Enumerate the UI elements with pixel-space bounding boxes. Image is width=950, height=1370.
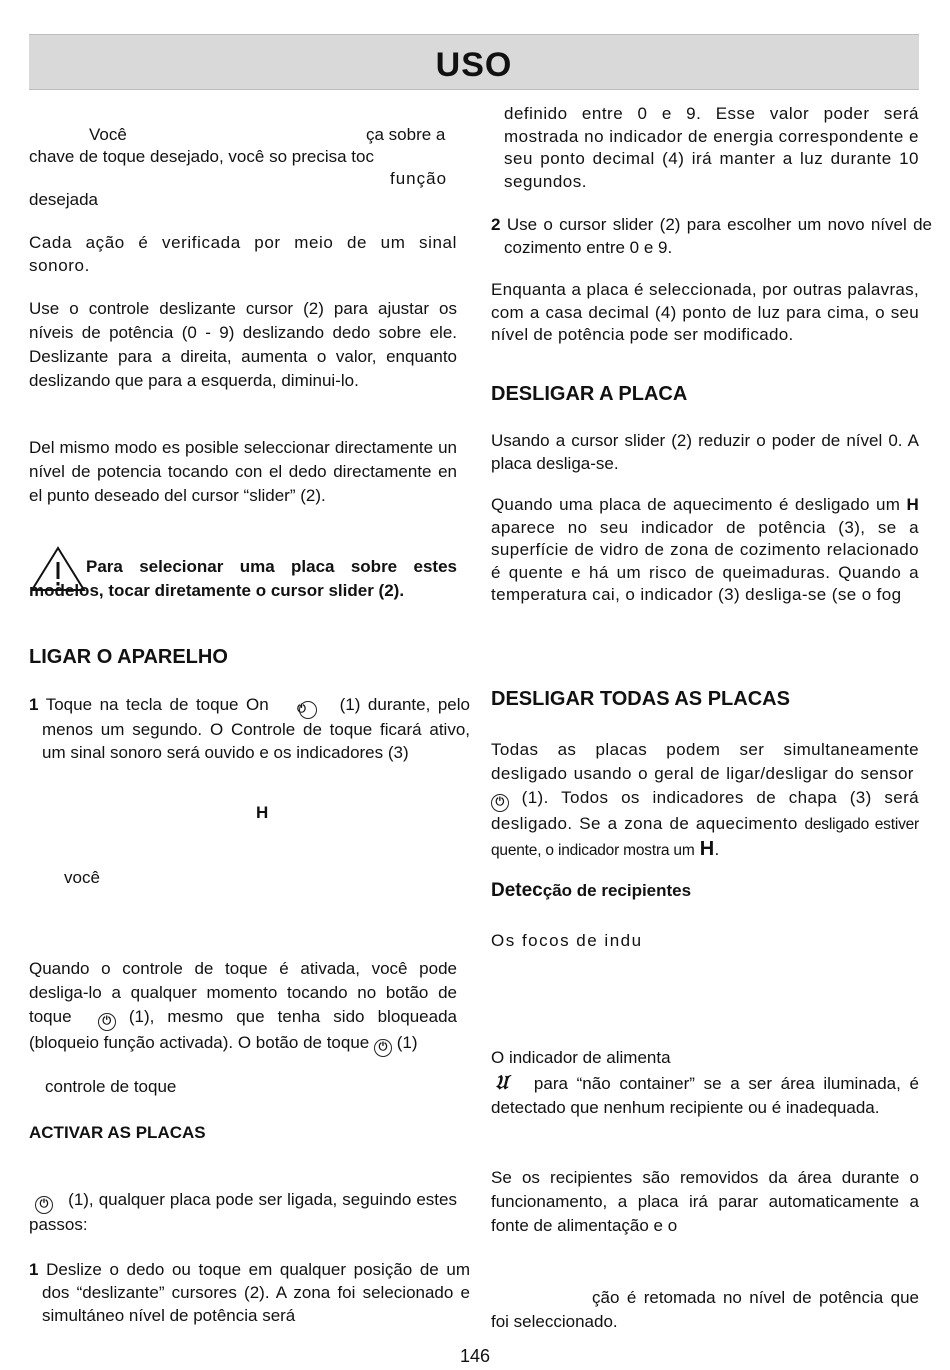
r6-b: (1). Todos os indicadores de chapa (3) será desligado. Se a zona de aquecimento — [491, 788, 919, 833]
paragraph: ção é retomada no nível de potência que foi seleccionado. — [491, 1288, 919, 1331]
text-fragment: desejada — [29, 190, 99, 209]
heading-ligar: LIGAR O APARELHO — [29, 646, 228, 668]
paragraph: Del mismo modo es posible seleccionar directamente un nível de potencia tocando con el dedo directamente en el punto deseado del cursor “slider” (2). — [29, 438, 457, 505]
r5-b: aparece no seu indicador de potência (3), se a superfície de vidro de zona de cozimento relacionado é quente e há um risco de queimaduras. Quando a temperatura cai, o indicador (3) desliga-se (se o fog — [491, 517, 919, 604]
section-header — [29, 34, 919, 90]
paragraph: Usando a cursor slider (2) reduzir o poder de nível 0. A placa desliga-se. — [491, 431, 919, 473]
heading-desligar-todas: DESLIGAR TODAS AS PLACAS — [491, 688, 790, 710]
text-fragment: Você — [89, 125, 127, 144]
paragraph — [29, 957, 457, 1057]
step-text: Use o cursor slider (2) para escolher um novo nível de cozimento entre 0 e 9. — [504, 215, 932, 257]
power-icon — [374, 1039, 392, 1057]
text-fragment: você — [64, 868, 100, 887]
heading-part: ção de recipientes — [542, 881, 692, 900]
power-icon — [98, 1013, 116, 1031]
text-fragment: função — [390, 169, 448, 188]
paragraph: definido entre 0 e 9. Esse valor poder será mostrada no indicador de energia correspondente e seu ponto decimal (4) irá manter a luz durante 10 segundos. — [504, 104, 919, 191]
step-text-a: Toque na tecla de toque On — [45, 695, 269, 714]
p5-a: Quando o controle de toque é ativada, você pode desliga-lo a qualquer momento tocando no botão de toque — [29, 959, 457, 1026]
r5-a: Quando uma placa de aquecimento é desligado um — [491, 495, 901, 514]
text-fragment: Os focos de indu — [491, 931, 643, 950]
text-fragment: ça sobre a — [366, 125, 446, 144]
heading-desligar: DESLIGAR A PLACA — [491, 383, 688, 405]
paragraph — [491, 1071, 919, 1120]
p5-c: (1) — [396, 1033, 418, 1052]
r6-a: Todas as placas podem ser simultaneamente desligado usando o geral de ligar/desligar do sensor — [491, 740, 919, 783]
page-number: 146 — [459, 1346, 491, 1366]
p5-b: (1), mesmo que tenha sido bloqueada (bloqueio função activada). O botão de toque — [29, 1007, 457, 1052]
heading-activar: ACTIVAR AS PLACAS — [29, 1123, 206, 1142]
power-icon — [35, 1196, 53, 1214]
step-text-b: (1) durante, pelo menos um segundo. O Controle de toque ficará ativo, um sinal sonoro será ouvido e os indicadores (3) — [42, 695, 470, 762]
text-fragment: chave de toque desejado, você so precisa toc — [29, 147, 374, 166]
no-container-icon: 𝔘 — [495, 1072, 508, 1094]
h-letter: H — [699, 838, 715, 860]
section-title: USO — [435, 46, 513, 84]
h-letter: H — [256, 803, 269, 822]
step-2 — [491, 214, 932, 259]
text-fragment: controle de toque — [45, 1077, 177, 1096]
paragraph — [29, 1189, 457, 1237]
step-number: 1 — [29, 1260, 39, 1279]
power-icon — [299, 701, 317, 719]
step-1b — [29, 1258, 470, 1327]
paragraph: Enquanta a placa é seleccionada, por outras palavras, com a casa decimal (4) ponto de luz para cima, o seu nível de potência pode ser modificado. — [491, 280, 919, 344]
r6-c: desligado estiver quente, o indicador mostra um — [491, 816, 920, 859]
heading-part: Detec — [491, 880, 543, 901]
power-icon — [491, 794, 509, 812]
heading-deteccao — [491, 880, 691, 902]
paragraph: Se os recipientes são removidos da área durante o funcionamento, a placa irá parar automaticamente a fonte de alimentação e o — [491, 1168, 919, 1235]
step-1 — [29, 694, 470, 764]
r8-b: para “não container” se a ser área iluminada, é detectado que nenhum recipiente ou é inadequada. — [491, 1074, 919, 1117]
step-number: 2 — [491, 215, 501, 234]
paragraph — [491, 494, 919, 607]
paragraph: Todas as placas podem ser simultaneamente desligado usando o geral de ligar/desligar do sensor ⏻ (1). Todos os indicadores de chapa (3) será desligado. Se a zona de aquecimento desligado estiver quente, o indicador mostra um H. — [491, 738, 919, 863]
paragraph: Use o controle deslizante cursor (2) para ajustar os níveis de potência (0 - 9) deslizando dedo sobre ele. Deslizante para a direita, aumenta o valor, enquanto deslizando que para a esquerda, diminui-lo. — [29, 299, 457, 390]
paragraph: Cada ação é verificada por meio de um sinal sonoro. — [29, 233, 457, 275]
step-text: Deslize o dedo ou toque em qualquer posição de um dos “deslizante” cursores (2). A zona foi selecionado e simultáneo nível de potência será — [42, 1260, 470, 1325]
step-number: 1 — [29, 695, 39, 714]
h-letter: H — [906, 495, 919, 514]
p6-text: (1), qualquer placa pode ser ligada, seguindo estes passos: — [29, 1190, 457, 1234]
warning-text: Para selecionar uma placa sobre estes modelos, tocar diretamente o cursor slider (2). — [29, 557, 457, 600]
text-fragment: O indicador de alimenta — [491, 1048, 671, 1067]
